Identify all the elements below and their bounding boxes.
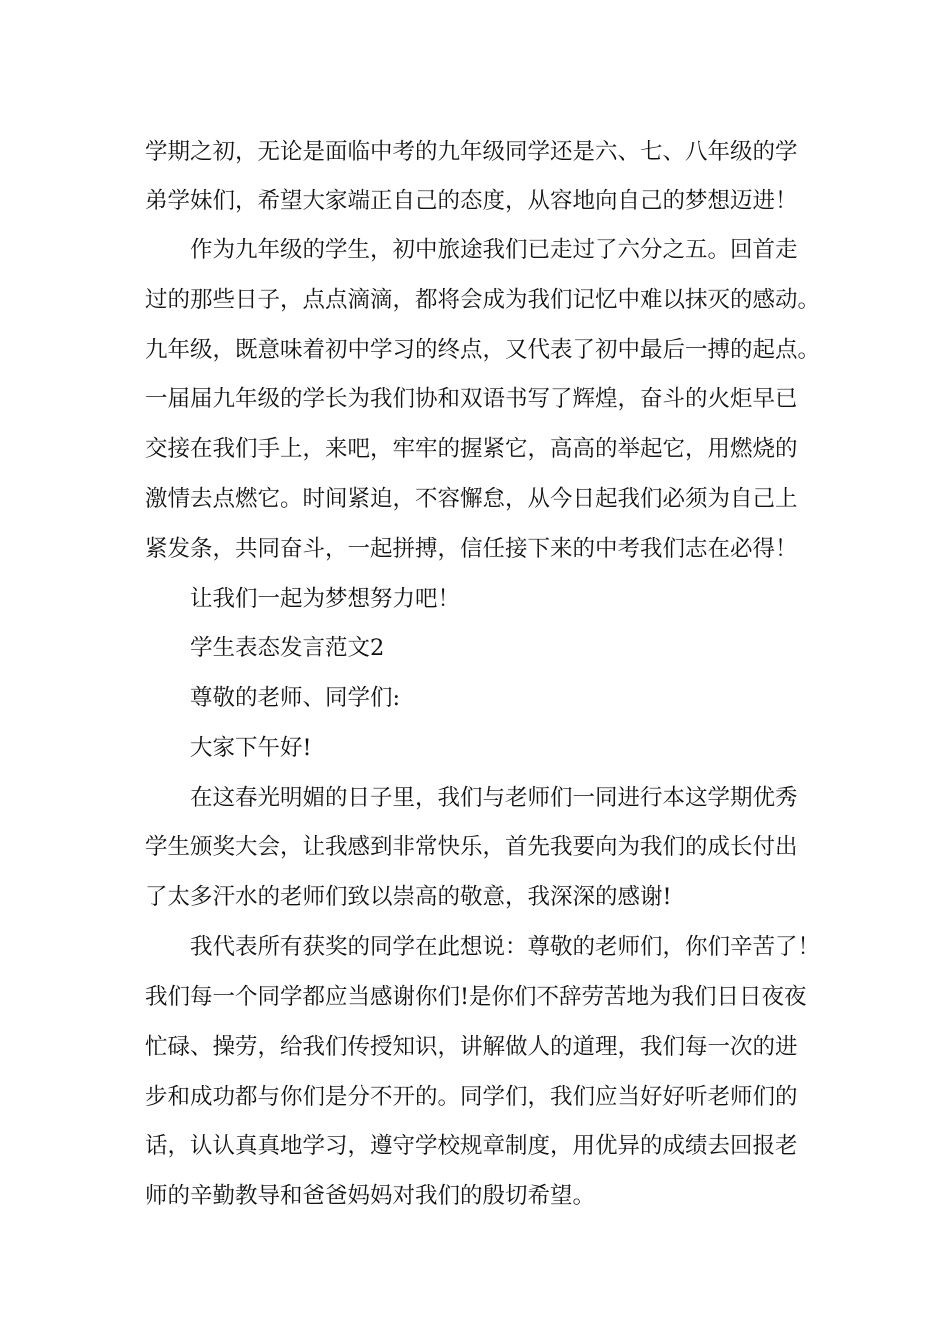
text-line: 我们每一个同学都应当感谢你们!是你们不辞劳苦地为我们日日夜夜 <box>145 984 807 1010</box>
text-line: 激情去点燃它。时间紧迫，不容懈怠，从今日起我们必须为自己上 <box>145 486 798 512</box>
paragraph-start-line: 让我们一起为梦想努力吧！ <box>190 586 461 612</box>
paragraph-start-line: 作为九年级的学生，初中旅途我们已走过了六分之五。回首走 <box>190 237 798 263</box>
text-line: 九年级，既意味着初中学习的终点，又代表了初中最后一搏的起点。 <box>145 337 821 363</box>
text-line: 步和成功都与你们是分不开的。同学们，我们应当好好听老师们的 <box>145 1084 798 1110</box>
section-heading: 学生表态发言范文2 <box>190 635 385 661</box>
text-line: 了太多汗水的老师们致以崇高的敬意，我深深的感谢! <box>145 884 672 910</box>
text-line: 学生颁奖大会，让我感到非常快乐，首先我要向为我们的成长付出 <box>145 834 798 860</box>
text-line: 忙碌、操劳，给我们传授知识，讲解做人的道理，我们每一次的进 <box>145 1034 798 1060</box>
paragraph-start-line: 在这春光明媚的日子里，我们与老师们一同进行本这学期优秀 <box>190 785 798 811</box>
paragraph-start-line: 我代表所有获奖的同学在此想说：尊敬的老师们，你们辛苦了！ <box>190 934 821 960</box>
text-line: 师的辛勤教导和爸爸妈妈对我们的殷切希望。 <box>145 1183 596 1209</box>
text-line: 一届届九年级的学长为我们协和双语书写了辉煌，奋斗的火炬早已 <box>145 386 798 412</box>
text-line: 过的那些日子，点点滴滴，都将会成为我们记忆中难以抹灭的感动。 <box>145 287 821 313</box>
text-line: 话，认认真真地学习，遵守学校规章制度，用优异的成绩去回报老 <box>145 1133 798 1159</box>
text-line: 学期之初，无论是面临中考的九年级同学还是六、七、八年级的学 <box>145 139 798 165</box>
greeting-line: 大家下午好! <box>190 735 312 761</box>
salutation-line: 尊敬的老师、同学们: <box>190 685 401 711</box>
text-line: 紧发条，共同奋斗，一起拼搏，信任接下来的中考我们志在必得！ <box>145 536 798 562</box>
text-line: 弟学妹们，希望大家端正自己的态度，从容地向自己的梦想迈进！ <box>145 188 798 214</box>
text-line: 交接在我们手上，来吧，牢牢的握紧它，高高的举起它，用燃烧的 <box>145 436 798 462</box>
